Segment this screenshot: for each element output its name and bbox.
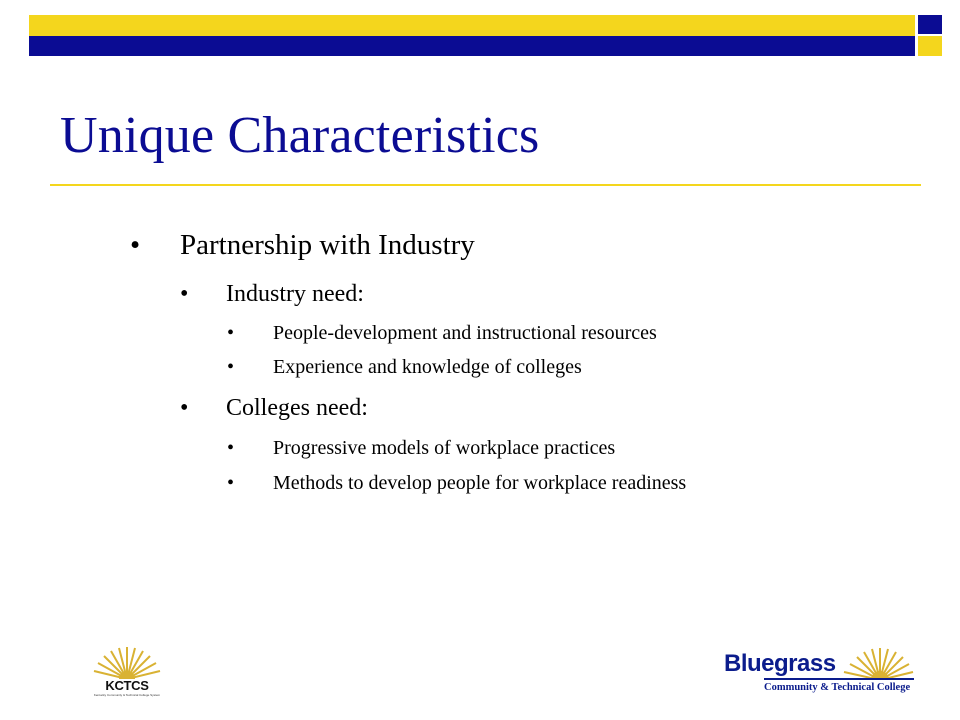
bullet-marker: • <box>130 229 141 261</box>
bullet-industry-need: Industry need: <box>226 281 364 307</box>
bullet-marker: • <box>180 395 189 421</box>
bullet-industry-item: People-development and instructional resources <box>273 322 657 344</box>
bullet-marker: • <box>227 322 235 344</box>
bullet-colleges-item: Methods to develop people for workplace readiness <box>273 472 687 494</box>
bullet-marker: • <box>180 281 189 307</box>
bluegrass-tagline: Community & Technical College <box>764 682 911 693</box>
bullet-partnership: Partnership with Industry <box>180 229 475 261</box>
slide-title: Unique Characteristics <box>60 107 540 164</box>
bullet-marker: • <box>227 437 235 459</box>
bluegrass-wordmark: Bluegrass <box>724 650 836 677</box>
bullet-colleges-item: Progressive models of workplace practices <box>273 437 616 459</box>
sunburst-icon <box>840 646 914 680</box>
sunburst-icon <box>91 645 163 679</box>
kctcs-wordmark: KCTCS <box>105 678 149 693</box>
bluegrass-rule <box>764 678 914 680</box>
bullet-marker: • <box>227 472 235 494</box>
bullet-colleges-need: Colleges need: <box>226 395 368 421</box>
bullet-industry-item: Experience and knowledge of colleges <box>273 356 582 378</box>
kctcs-logo <box>91 645 163 699</box>
bullet-marker: • <box>227 356 235 378</box>
bluegrass-logo <box>724 644 914 696</box>
kctcs-tagline: Kentucky Community & Technical College System <box>93 693 161 697</box>
